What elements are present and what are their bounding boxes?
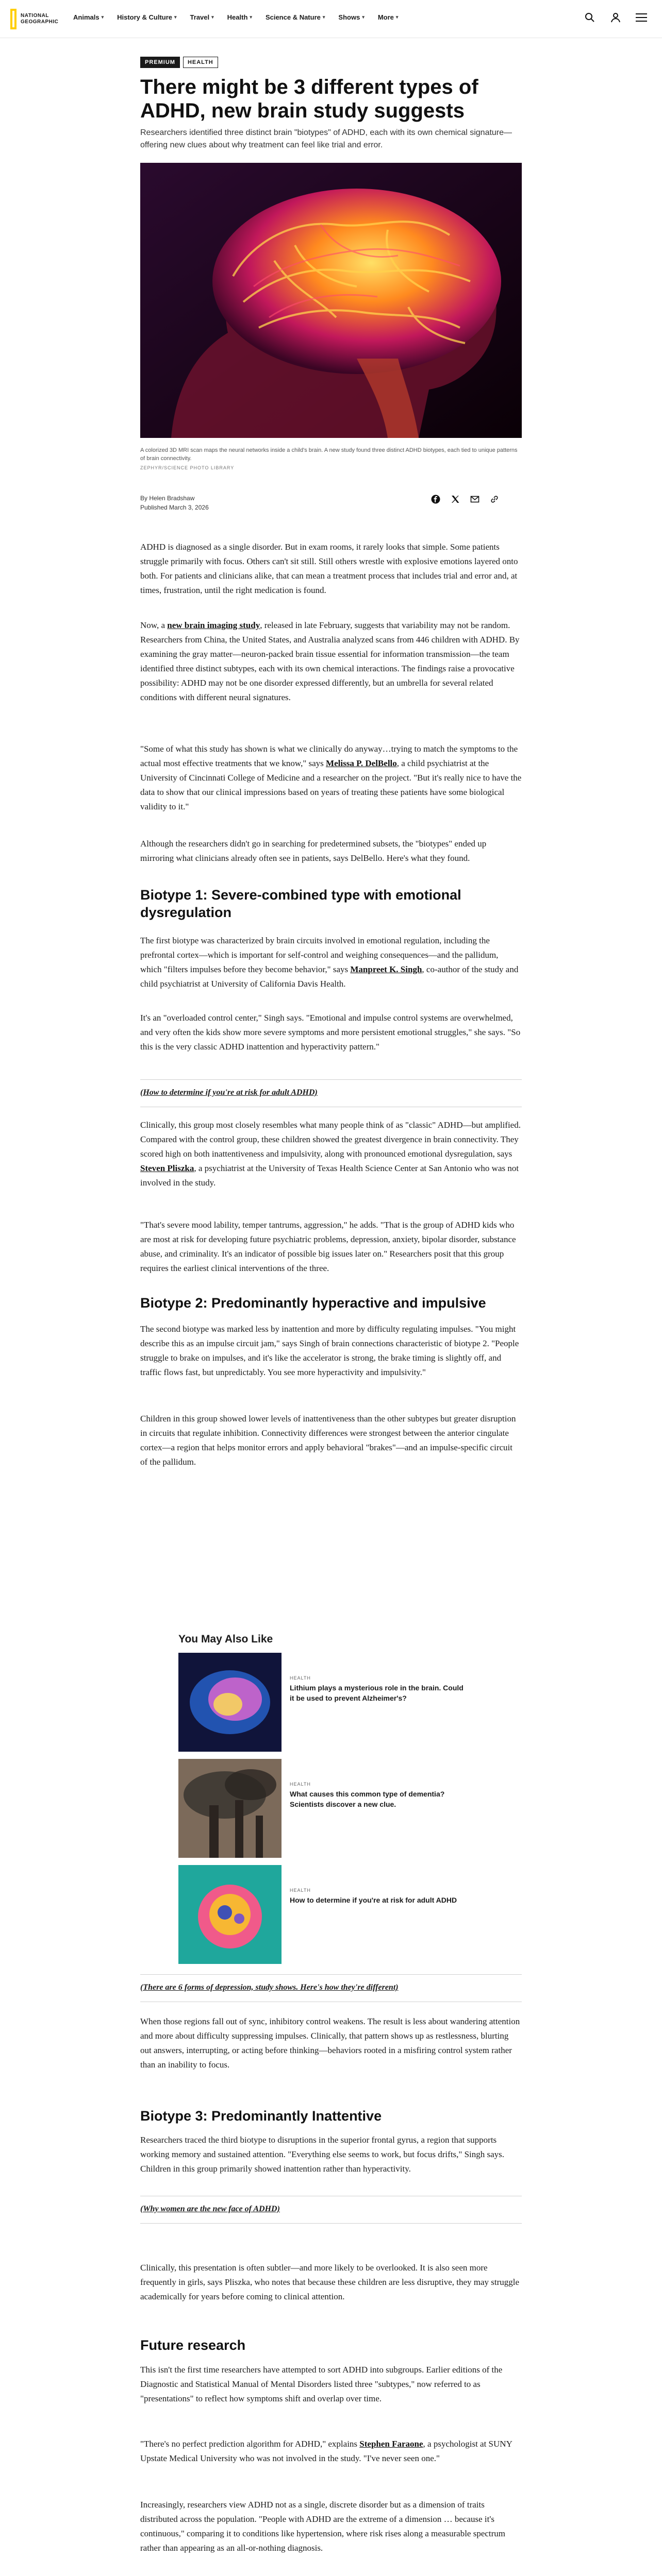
ymal-card[interactable] [178, 1653, 484, 1752]
publish-date: Published March 3, 2026 [140, 504, 209, 511]
ymal-headline[interactable]: How to determine if you're at risk for adult ADHD [290, 1896, 457, 1904]
expert-link[interactable]: Melissa P. DelBello [326, 758, 397, 768]
nav-science-nature[interactable]: Science & Nature ▾ [265, 13, 325, 21]
author-name[interactable]: By Helen Bradshaw [140, 495, 195, 502]
ymal-thumbnail [178, 1865, 282, 1964]
promo-link[interactable]: (How to determine if you're at risk for adult ADHD) [140, 1088, 318, 1097]
paragraph: ADHD is diagnosed as a single disorder. But in exam rooms, it rarely looks that simple. Some patients struggle primarily with focus. Others can't sit still. Still others wrestle with explosive emotions layered onto both. For patients and clinicians alike, that can mean a treatment process that includes trial and error and, at times, frustration, until the right medication is found. [140, 542, 518, 595]
divider [140, 1079, 522, 1080]
paragraph: "There's no perfect prediction algorithm for ADHD," explains Stephen Faraone, a psychologist at SUNY Upstate Medical University who was not involved in the study. "I've never seen one." [140, 2439, 512, 2463]
yellow-frame-icon [10, 9, 16, 29]
natgeo-logo[interactable] [10, 6, 57, 32]
paragraph: "That's severe mood lability, temper tantrums, aggression," he adds. "That is the group of ADHD kids who are most at risk for developing future psychiatric problems, depression, anxiety, bipolar disorder, substance abuse, and criminality. It's an indicator of possible big issues later on." Researchers posit that this group requires the earliest clinical interventions of the three. [140, 1220, 516, 1273]
paragraph: Now, a new brain imaging study, released in late February, suggests that variability may not be random. Researchers from China, the United States, and Australia analyzed scans from 446 children with ADHD. By examining the gray matter—neuron-packed brain tissue essential for information transmission—the team identified three distinct subtypes, each with its own chemical interactions. The findings raise a provocative possibility: ADHD may not be one disorder expressed differently, but an umbrella for several related conditions with different neural signatures. [140, 620, 520, 702]
chevron-down-icon: ▾ [322, 14, 325, 20]
section-heading: Biotype 2: Predominantly hyperactive and impulsive [140, 1295, 486, 1311]
premium-badge: PREMIUM [140, 57, 180, 68]
byline [140, 494, 209, 512]
ymal-text [290, 1653, 465, 1752]
paragraph: Increasingly, researchers view ADHD not as a single, discrete disorder but as a dimension of traits distributed across the population. "People with ADHD are the extreme of a dimension … because it's continuous," comparing it to conditions like hypertension, where risk rises along a measurable spectrum rather than appearing as an all-or-nothing diagnosis. [140, 2500, 506, 2553]
menu-button[interactable] [633, 9, 650, 26]
nav-travel[interactable]: Travel ▾ [190, 13, 214, 21]
facebook-icon[interactable] [431, 495, 440, 504]
ymal-kicker: HEALTH [290, 1782, 311, 1787]
photo-credit: ZEPHYR/SCIENCE PHOTO LIBRARY [140, 465, 235, 470]
top-navigation [0, 0, 662, 38]
nav-animals[interactable]: Animals ▾ [73, 13, 104, 21]
paragraph: This isn't the first time researchers have attempted to sort ADHD into subgroups. Earlier editions of the Diagnostic and Statistical Manual of Mental Disorders listed three "subtypes," now referred to as "presentations" to reflect how symptoms shift and overlap over time. [140, 2365, 503, 2403]
ymal-headline[interactable]: Lithium plays a mysterious role in the brain. Could it be used to prevent Alzheimer's? [290, 1684, 464, 1702]
ymal-text [290, 1865, 465, 1964]
account-button[interactable] [607, 9, 624, 26]
expert-link[interactable]: Manpreet K. Singh [350, 964, 422, 974]
ymal-thumbnail [178, 1759, 282, 1858]
study-link[interactable]: new brain imaging study [167, 620, 260, 630]
nav-actions [582, 9, 650, 26]
paragraph: When those regions fall out of sync, inhibitory control weakens. The result is less about wandering attention and more about difficulty suppressing impulses. Clinically, that pattern shows up as restlessness, blurting out answers, interrupting, or acting before thinking—behaviors rooted in a misfiring control system rather than an inability to focus. [140, 2016, 520, 2070]
search-icon [585, 12, 595, 23]
paragraph: Children in this group showed lower levels of inattentiveness than the other subtypes but greater disruption in circuits that regulate inhibition. Connectivity differences were strongest between the anterior cingulate cortex—a region that helps monitor errors and apply behavioral "brakes"—and an impulse-specific circuit of the pallidum. [140, 1414, 516, 1467]
ymal-headline[interactable]: What causes this common type of dementia? Scientists discover a new clue. [290, 1790, 445, 1808]
paragraph: Clinically, this group most closely resembles what many people think of as "classic" ADHD—but amplified. Compared with the control group, these children showed the greatest divergence in brain connectivity. They scored high on both inattentiveness and impulsivity, along with pronounced emotional dysregulation, says Steven Pliszka, a psychiatrist at the University of Texas Health Science Center at San Antonio who was not involved in the study. [140, 1120, 521, 1188]
user-icon [610, 12, 621, 23]
promo-link[interactable]: (Why women are the new face of ADHD) [140, 2205, 280, 2213]
paragraph: Although the researchers didn't go in searching for predetermined subsets, the "biotypes" ended up mirroring what clinicians already often see in patients, says DelBello. Here's what they found. [140, 839, 487, 863]
article-dek: Researchers identified three distinct brain "biotypes" of ADHD, each with its own chemical signature—offering new clues about why treatment can feel like trial and error. [140, 128, 512, 149]
image-caption: A colorized 3D MRI scan maps the neural networks inside a child's brain. A new study found three distinct ADHD biotypes, each tied to unique patterns of brain connectivity. ZEPHYR/SCIENCE PHOTO LIBRARY [140, 446, 522, 472]
head-illustration-thumbnail [178, 1865, 282, 1964]
hamburger-icon [636, 13, 647, 22]
ymal-kicker: HEALTH [290, 1675, 311, 1681]
ymal-thumbnail [178, 1653, 282, 1752]
promo-link[interactable]: (There are 6 forms of depression, study shows. Here's how they're different) [140, 1983, 399, 1992]
chevron-down-icon: ▾ [362, 14, 365, 20]
nav-health[interactable]: Health ▾ [227, 13, 252, 21]
section-heading: Biotype 1: Severe-combined type with emotional dysregulation [140, 887, 461, 920]
paragraph: It's an "overloaded control center," Singh says. "Emotional and impulse control systems are overwhelmed, and very often the kids show more severe symptoms and more persistent emotional struggles," she says. "So this is the very classic ADHD inattention and hyperactivity pattern." [140, 1013, 521, 1052]
you-may-also-like [178, 1633, 484, 1971]
chevron-down-icon: ▾ [211, 14, 214, 20]
smokestacks-thumbnail [178, 1759, 282, 1858]
search-button[interactable] [582, 9, 598, 26]
divider [140, 1974, 522, 1975]
chevron-down-icon: ▾ [250, 14, 252, 20]
paragraph: "Some of what this study has shown is what we clinically do anyway…trying to match the symptoms to the actual most effective treatments that we know," says Melissa P. DelBello, a child psychiatrist at the University of Cincinnati College of Medicine and a researcher on the project. "But it's really nice to have the data to show that our clinical impressions based on years of treating these patients have some biological validity to it." [140, 744, 522, 811]
email-icon[interactable] [470, 495, 479, 504]
nav-more[interactable]: More ▾ [377, 13, 399, 21]
ymal-card[interactable] [178, 1865, 484, 1964]
article-badges [140, 57, 218, 68]
category-badge[interactable]: HEALTH [183, 57, 218, 68]
expert-link[interactable]: Steven Pliszka [140, 1163, 194, 1173]
expert-link[interactable]: Stephen Faraone [359, 2439, 423, 2449]
ymal-kicker: HEALTH [290, 1888, 311, 1893]
main-menu [73, 13, 398, 21]
section-heading: Future research [140, 2337, 246, 2353]
chevron-down-icon: ▾ [101, 14, 104, 20]
nav-history-culture[interactable]: History & Culture ▾ [117, 13, 177, 21]
paragraph: Clinically, this presentation is often subtler—and more likely to be overlooked. It is also seen more frequently in girls, says Pliszka, who notes that because these children are less disruptive, they may struggle academically for years before coming to clinical attention. [140, 2263, 520, 2301]
hero-image [140, 163, 522, 438]
ymal-card[interactable] [178, 1759, 484, 1858]
link-icon[interactable] [490, 495, 499, 504]
chevron-down-icon: ▾ [395, 14, 399, 20]
brain-mri-illustration [140, 163, 522, 438]
paragraph: The first biotype was characterized by brain circuits involved in emotional regulation, including the prefrontal cortex—which is important for self-control and weighing consequences—and the pallidum, which "filters impulses before they become behavior," says Manpreet K. Singh, co-author of the study and child psychiatrist at University of California Davis Health. [140, 936, 519, 989]
x-twitter-icon[interactable] [451, 495, 460, 504]
share-bar [431, 495, 499, 504]
divider [140, 2223, 522, 2224]
article-title: There might be 3 different types of ADHD, new brain study suggests [140, 76, 478, 122]
paragraph: The second biotype was marked less by inattention and more by difficulty regulating impulses. "You might describe this as an impulse circuit jam," says Singh of brain connections characteristic of biotype 2. "People struggle to brake on impulses, and it's like the accelerator is strong, the brake timing is slightly off, and traffic flows fast, but unpredictably. You see more hyperactivity and impulsivity." [140, 1324, 519, 1377]
ymal-title: You May Also Like [178, 1633, 273, 1645]
section-heading: Biotype 3: Predominantly Inattentive [140, 2108, 382, 2124]
nav-shows[interactable]: Shows ▾ [338, 13, 365, 21]
chevron-down-icon: ▾ [174, 14, 177, 20]
brain-scan-thumbnail [178, 1653, 282, 1752]
paragraph: Researchers traced the third biotype to disruptions in the superior frontal gyrus, a region that supports working memory and sustained attention. "Everything else seems to work, but focus drifts," Singh says. Children in this group primarily showed inattention rather than hyperactivity. [140, 2135, 505, 2174]
ymal-text [290, 1759, 465, 1858]
logo-text: NATIONAL GEOGRAPHIC [21, 13, 59, 25]
